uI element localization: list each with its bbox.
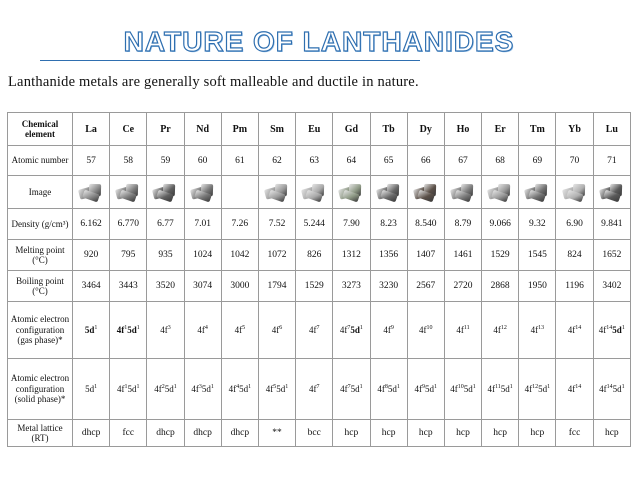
orbital-label: 5d [201,384,211,394]
config-cell [110,302,147,359]
metal-image-cell [556,176,593,209]
row-label: Boiling point (°C) [8,271,73,302]
orbital-electrons: 1 [210,384,214,390]
orbital-label: 4f [524,384,533,394]
metal-image-cell [110,176,147,209]
orbital-electrons: 1 [94,325,98,331]
metal-image-cell [73,176,110,209]
orbital-electrons: 14 [575,384,582,390]
metal-image-cell [296,176,333,209]
table-cell: 6.77 [147,209,184,240]
element-header-gd: Gd [333,113,370,146]
config-cell [73,302,110,359]
orbital-electrons: 4 [204,325,208,331]
orbital-label: 5d [425,384,435,394]
row-label: Density (g/cm³) [8,209,73,240]
orbital-electrons: 14 [606,325,613,331]
orbital-electrons: 1 [136,325,140,331]
row-atomic-number [8,146,631,176]
orbital-electrons: 7 [347,325,351,331]
orbital-electrons: 9 [390,325,394,331]
table-cell: hcp [482,420,519,447]
table-cell: 7.52 [258,209,295,240]
table-cell: 920 [73,240,110,271]
table-cell: hcp [444,420,481,447]
table-cell: 1042 [221,240,258,271]
config-cell [444,302,481,359]
orbital-electrons: 3 [167,325,171,331]
table-cell: ** [258,420,295,447]
row-label: Melting point (°C) [8,240,73,271]
metal-image-cell [221,176,258,209]
element-header-tb: Tb [370,113,407,146]
config-cell [370,302,407,359]
table-cell: 1312 [333,240,370,271]
table-cell: 2567 [407,271,444,302]
element-header-sm: Sm [258,113,295,146]
orbital-label: 4f [567,325,576,335]
orbital-electrons: 14 [575,325,582,331]
metal-sample-image [561,180,589,202]
metal-sample-image [114,180,142,202]
orbital-label: 5d [84,325,95,335]
table-cell: 59 [147,146,184,176]
table-cell: 8.23 [370,209,407,240]
orbital-electrons: 1 [396,384,400,390]
orbital-label: 4f [116,325,125,335]
orbital-label: 4f [308,325,317,335]
row-label: Atomic electron configuration (gas phase)* [8,302,73,359]
orbital-label: 4f [160,325,168,335]
table-cell: 58 [110,146,147,176]
orbital-label: 4f [308,384,317,394]
metal-image-cell [333,176,370,209]
row-density [8,209,631,240]
orbital-label: 4f [419,325,427,335]
table-cell: 1529 [296,271,333,302]
orbital-label: 4f [339,325,348,335]
metal-sample-image [486,180,514,202]
config-cell [147,359,184,420]
orbital-electrons: 1 [621,325,625,331]
orbital-electrons: 1 [359,384,363,390]
element-header-er: Er [482,113,519,146]
orbital-electrons: 1 [359,325,363,331]
element-header-eu: Eu [296,113,333,146]
table-cell: 3443 [110,271,147,302]
table-cell: 1794 [258,271,295,302]
orbital-electrons: 1 [136,384,140,390]
orbital-label: 4f [377,384,385,394]
element-header-ho: Ho [444,113,481,146]
orbital-electrons: 3 [198,384,202,390]
table-cell: dhcp [73,420,110,447]
orbital-electrons: 10 [426,325,433,331]
orbital-electrons: 13 [538,325,545,331]
orbital-label: 4f [530,325,539,335]
table-cell: 2868 [482,271,519,302]
orbital-electrons: 14 [606,384,613,390]
page-subtitle: Lanthanide metals are generally soft malleable and ductile in nature. [8,74,419,90]
metal-image-cell [184,176,221,209]
orbital-label: 5d [463,384,473,394]
table-cell: 3464 [73,271,110,302]
config-cell [556,359,593,420]
lanthanide-table [7,112,631,447]
metal-sample-image [337,180,365,202]
table-cell: 60 [184,146,221,176]
orbital-label: 4f [271,325,280,335]
orbital-label: 4f [197,325,205,335]
row-label: Image [8,176,73,209]
table-cell: 8.540 [407,209,444,240]
orbital-electrons: 1 [434,384,438,390]
orbital-electrons: 1 [94,384,98,390]
table-cell: hcp [370,420,407,447]
config-cell [258,302,295,359]
orbital-label: 4f [487,384,496,394]
metal-image-cell [593,176,630,209]
table-cell: 1407 [407,240,444,271]
config-cell [333,302,370,359]
config-cell [147,302,184,359]
table-cell: 63 [296,146,333,176]
orbital-label: 4f [456,325,464,335]
config-cell [221,302,258,359]
table-cell: 7.01 [184,209,221,240]
orbital-label: 4f [567,384,576,394]
orbital-label: 5d [612,325,622,335]
row-solid-config [8,359,631,420]
table-cell: hcp [593,420,630,447]
table-cell: 9.841 [593,209,630,240]
title-underline [40,60,420,61]
table-cell: 57 [73,146,110,176]
metal-sample-image [189,180,217,202]
metal-image-cell [482,176,519,209]
table-cell: 70 [556,146,593,176]
orbital-label: 4f [450,384,458,394]
table-cell: 1196 [556,271,593,302]
metal-image-cell [519,176,556,209]
table-cell: 3273 [333,271,370,302]
orbital-electrons: 8 [384,384,388,390]
table-cell: 3230 [370,271,407,302]
table-cell: 7.90 [333,209,370,240]
table-cell: 7.26 [221,209,258,240]
table-cell: 3520 [147,271,184,302]
config-cell [333,359,370,420]
table-cell: 9.32 [519,209,556,240]
element-header-tm: Tm [519,113,556,146]
metal-sample-image [151,180,179,202]
table-cell: 9.066 [482,209,519,240]
config-cell [370,359,407,420]
config-cell [221,359,258,420]
orbital-label: 4f [154,384,162,394]
table-cell: 1072 [258,240,295,271]
table-cell: bcc [296,420,333,447]
table-cell: 1356 [370,240,407,271]
table-cell: fcc [556,420,593,447]
table-cell: 1024 [184,240,221,271]
metal-image-cell [147,176,184,209]
config-cell [593,359,630,420]
config-cell [444,359,481,420]
metal-sample-image [449,180,477,202]
element-header-yb: Yb [556,113,593,146]
row-melting-point [8,240,631,271]
orbital-label: 4f [383,325,391,335]
table-cell: 3402 [593,271,630,302]
table-cell: dhcp [184,420,221,447]
orbital-label: 4f [191,384,199,394]
metal-sample-image [77,180,105,202]
element-header-lu: Lu [593,113,630,146]
title-wrap [0,26,638,58]
table-cell: 66 [407,146,444,176]
config-cell [73,359,110,420]
orbital-label: 4f [493,325,501,335]
orbital-electrons: 1 [547,384,551,390]
config-cell [296,359,333,420]
header-row [8,113,631,146]
metal-sample-image [263,180,291,202]
orbital-electrons: 12 [532,384,539,390]
metal-sample-image [598,180,626,202]
table-cell: 6.162 [73,209,110,240]
orbital-label: 4f [340,384,348,394]
orbital-label: 5d [85,384,95,394]
element-header-pm: Pm [221,113,258,146]
orbital-electrons: 5 [242,325,246,331]
orbital-electrons: 1 [124,325,128,331]
table-cell: 69 [519,146,556,176]
metal-sample-image [300,180,328,202]
row-image [8,176,631,209]
orbital-label: 5d [387,384,397,394]
table-cell: 3000 [221,271,258,302]
orbital-electrons: 9 [422,384,426,390]
config-cell [519,359,556,420]
orbital-electrons: 11 [463,325,470,331]
corner-header: Chemical element [8,113,73,146]
table-cell: 1652 [593,240,630,271]
orbital-label: 5d [612,384,622,394]
orbital-label: 5d [500,384,510,394]
table-cell: dhcp [147,420,184,447]
orbital-label: 5d [164,384,174,394]
orbital-label: 5d [350,384,360,394]
table-cell: 62 [258,146,295,176]
orbital-label: 5d [239,384,249,394]
table-cell: 824 [556,240,593,271]
orbital-electrons: 1 [173,384,177,390]
orbital-electrons: 7 [347,384,351,390]
orbital-electrons: 6 [279,325,283,331]
orbital-electrons: 1 [509,384,513,390]
row-label: Atomic electron configuration (solid phase)* [8,359,73,420]
table-cell: hcp [333,420,370,447]
metal-image-cell [444,176,481,209]
table-cell: 795 [110,240,147,271]
table-cell: fcc [110,420,147,447]
element-header-ce: Ce [110,113,147,146]
row-label: Atomic number [8,146,73,176]
table-cell: hcp [407,420,444,447]
metal-sample-image [523,180,551,202]
metal-image-cell [407,176,444,209]
element-header-nd: Nd [184,113,221,146]
table-cell: 1950 [519,271,556,302]
table-cell: 2720 [444,271,481,302]
element-header-dy: Dy [407,113,444,146]
orbital-electrons: 4 [236,384,240,390]
table-cell: hcp [519,420,556,447]
config-cell [110,359,147,420]
table-cell: 935 [147,240,184,271]
orbital-electrons: 1 [248,384,252,390]
config-cell [184,302,221,359]
orbital-electrons: 1 [472,384,476,390]
table-cell: 68 [482,146,519,176]
orbital-label: 4f [599,384,607,394]
table-cell: dhcp [221,420,258,447]
orbital-electrons: 2 [161,384,165,390]
orbital-electrons: 1 [124,384,128,390]
metal-image-cell [258,176,295,209]
row-lattice [8,420,631,447]
table-cell: 3074 [184,271,221,302]
table-cell: 5.244 [296,209,333,240]
config-cell [407,302,444,359]
table-cell: 65 [370,146,407,176]
orbital-label: 4f [265,384,274,394]
orbital-electrons: 5 [273,384,277,390]
config-cell [593,302,630,359]
row-gas-config [8,302,631,359]
config-cell [482,302,519,359]
table-cell: 1545 [519,240,556,271]
table-cell: 1529 [482,240,519,271]
orbital-electrons: 1 [285,384,289,390]
config-cell [556,302,593,359]
orbital-label: 5d [538,384,548,394]
table-cell: 826 [296,240,333,271]
config-cell [184,359,221,420]
table-cell: 8.79 [444,209,481,240]
orbital-electrons: 7 [316,325,320,331]
table-cell: 64 [333,146,370,176]
orbital-electrons: 11 [495,384,501,390]
orbital-electrons: 7 [316,384,320,390]
metal-image-cell [370,176,407,209]
table-cell: 67 [444,146,481,176]
table-cell: 61 [221,146,258,176]
config-cell [296,302,333,359]
row-label: Metal lattice (RT) [8,420,73,447]
orbital-electrons: 1 [621,384,625,390]
orbital-label: 4f [228,384,237,394]
metal-sample-image [375,180,403,202]
orbital-label: 4f [598,325,607,335]
orbital-label: 5d [350,325,360,335]
element-header-la: La [73,113,110,146]
table-cell: 6.90 [556,209,593,240]
orbital-label: 4f [234,325,243,335]
orbital-electrons: 10 [457,384,464,390]
orbital-label: 5d [127,325,137,335]
config-cell [407,359,444,420]
config-cell [482,359,519,420]
table-cell: 71 [593,146,630,176]
config-cell [519,302,556,359]
orbital-electrons: 12 [500,325,507,331]
orbital-label: 4f [117,384,125,394]
metal-sample-image [412,180,440,202]
orbital-label: 5d [127,384,137,394]
element-header-pr: Pr [147,113,184,146]
table-cell: 1461 [444,240,481,271]
orbital-label: 4f [414,384,423,394]
table-cell: 6.770 [110,209,147,240]
row-boiling-point [8,271,631,302]
page-title: NATURE OF LANTHANIDES [123,26,515,57]
config-cell [258,359,295,420]
orbital-label: 5d [276,384,286,394]
